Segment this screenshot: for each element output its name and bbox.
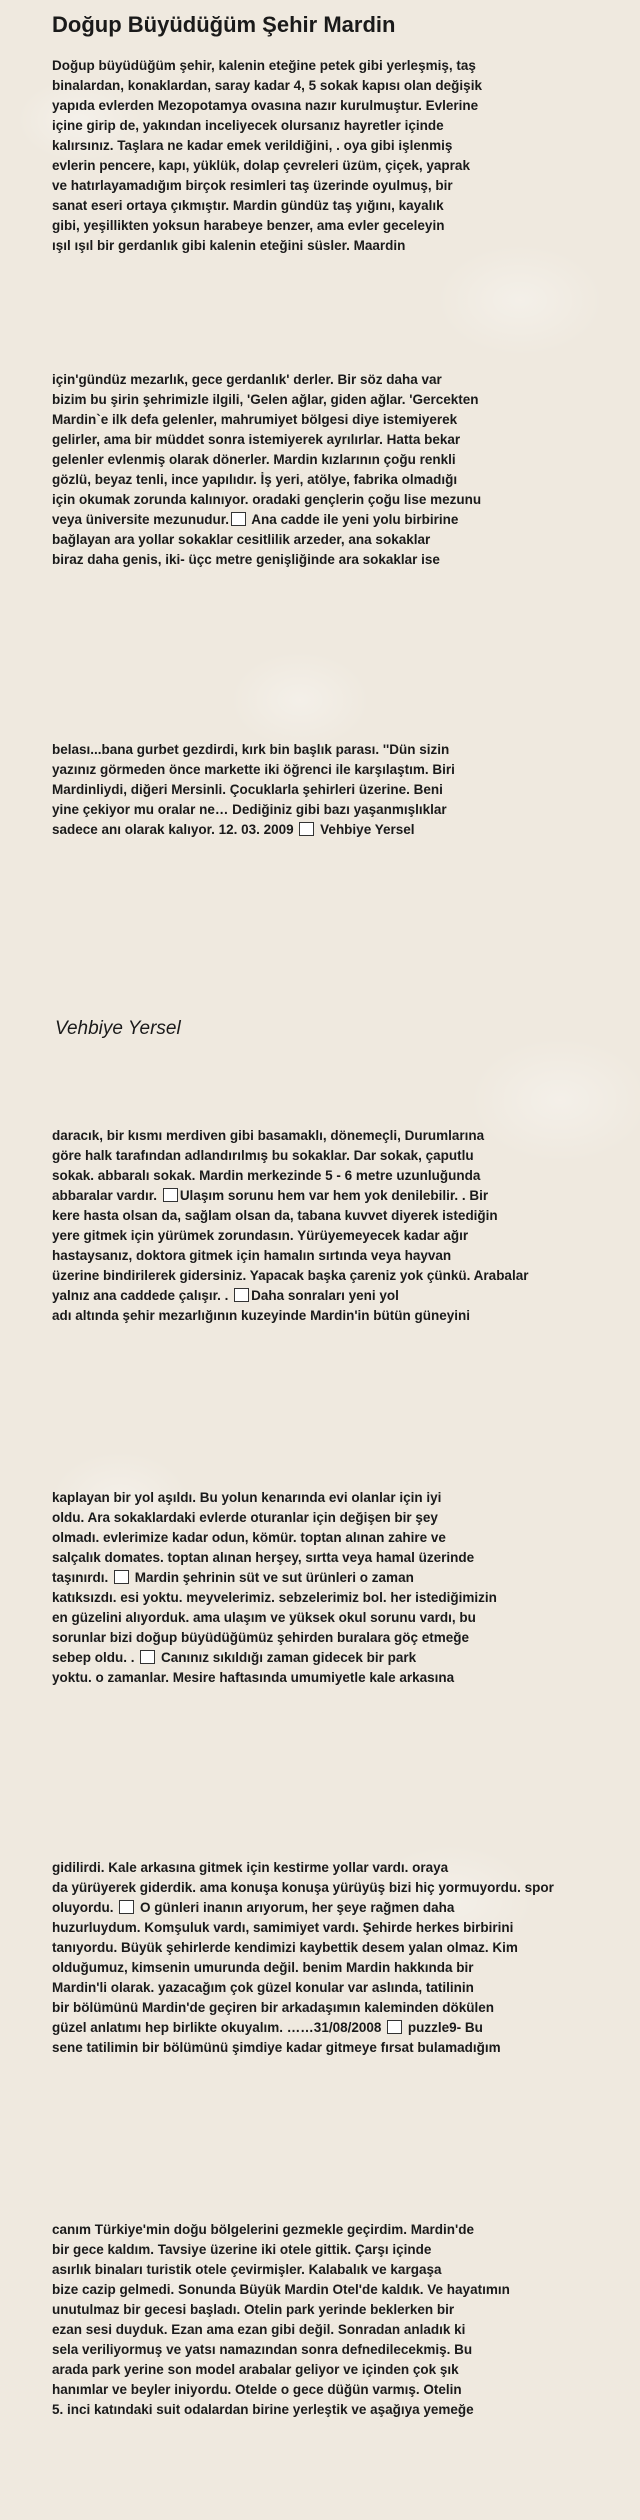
text-line: üzerine bindirilerek gidersiniz. Yapacak başka çareniz yok çünkü. Arabalar [52, 1268, 529, 1283]
text-line: hanımlar ve beyler iniyordu. Otelde o gece düğün varmış. Otelin [52, 2382, 462, 2397]
missing-glyph-icon [231, 512, 246, 526]
text-line: oluyordu. O günleri inanın arıyorum, her şeye rağmen daha [52, 1900, 455, 1915]
text-line: Mardin`e ilk defa gelenler, mahrumiyet bölgesi diye istemiyerek [52, 412, 458, 427]
text-line: asırlık binaları turistik otele çevirmişler. Kalabalık ve kargaşa [52, 2262, 442, 2277]
text-block [52, 1858, 630, 2058]
text-line: yalnız ana caddede çalışır. . Daha sonraları yeni yol [52, 1288, 399, 1303]
text-line: gidilirdi. Kale arkasına gitmek için kestirme yollar vardı. oraya [52, 1860, 449, 1875]
text-line: huzurluydum. Komşuluk vardı, samimiyet vardı. Şehirde herkes birbirini [52, 1920, 514, 1935]
text-line: gelenler evlenmiş olarak dönerler. Mardin kızlarının çoğu renkli [52, 452, 456, 467]
text-line: yoktu. o zamanlar. Mesire haftasında umumiyetle kale arkasına [52, 1670, 455, 1685]
missing-glyph-icon [114, 1570, 129, 1584]
text-line: taşınırdı. Mardin şehrinin süt ve sut ürünleri o zaman [52, 1570, 414, 1585]
text-line: yine çekiyor mu oralar ne… Dediğiniz gibi bazı yaşanmışlıklar [52, 802, 447, 817]
text-block [52, 740, 630, 840]
text-line: kaplayan bir yol aşıldı. Bu yolun kenarında evi olanlar için iyi [52, 1490, 442, 1505]
text-line: bize cazip gelmedi. Sonunda Büyük Mardin Otel'de kaldık. Ve hayatımın [52, 2282, 510, 2297]
text-line: sadece anı olarak kalıyor. 12. 03. 2009 Vehbiye Yersel [52, 822, 415, 837]
text-line: için okumak zorunda kalınıyor. oradaki gençlerin çoğu lise mezunu [52, 492, 482, 507]
text-line: Mardinliydi, diğeri Mersinli. Çocuklarla şehirleri üzerine. Beni [52, 782, 443, 797]
text-line: sene tatilimin bir bölümünü şimdiye kadar gitmeye fırsat bulamadığım [52, 2040, 501, 2055]
text-line: katıksızdı. esi yoktu. meyvelerimiz. sebzelerimiz bol. her istediğimizin [52, 1590, 497, 1605]
text-line: yere gitmek için yürümek zorundasın. Yürüyemeyecek kadar ağır [52, 1228, 469, 1243]
text-line: göre halk tarafından adlandırılmış bu sokaklar. Dar sokak, çaputlu [52, 1148, 474, 1163]
text-line: ve hatırlayamadığım birçok resimleri taş üzerinde oyulmuş, bir [52, 178, 453, 193]
missing-glyph-icon [299, 822, 314, 836]
text-line: ışıl ışıl bir gerdanlık gibi kalenin eteğini süsler. Maardin [52, 238, 406, 253]
missing-glyph-icon [140, 1650, 155, 1664]
text-line: evlerin pencere, kapı, yüklük, dolap çevreleri üzüm, çiçek, yaprak [52, 158, 470, 173]
missing-glyph-icon [119, 1900, 134, 1914]
text-line: oldu. Ara sokaklardaki evlerde oturanlar için değişen bir şey [52, 1510, 438, 1525]
text-line: için'gündüz mezarlık, gece gerdanlık' derler. Bir söz daha var [52, 372, 442, 387]
text-line: 5. inci katındaki suit odalardan birine yerleştik ve aşağıya yemeğe [52, 2402, 474, 2417]
text-line: içine girip de, yakından inceliyecek olursanız hayretler içinde [52, 118, 444, 133]
text-line: olduğumuz, kimsenin umurunda değil. benim Mardin hakkında bir [52, 1960, 474, 1975]
page-title: Doğup Büyüdüğüm Şehir Mardin [52, 12, 396, 37]
text-line: sanat eseri ortaya çıkmıştır. Mardin gündüz taş yığını, kayalık [52, 198, 444, 213]
text-line: yazınız görmeden önce markette iki öğrenci ile karşılaştım. Biri [52, 762, 455, 777]
text-line: abbaralar vardır. Ulaşım sorunu hem var hem yok denilebilir. . Bir [52, 1188, 489, 1203]
missing-glyph-icon [163, 1188, 178, 1202]
text-line: bizim bu şirin şehrimizle ilgili, 'Gelen ağlar, giden ağlar. 'Gercekten [52, 392, 479, 407]
text-line: ezan sesi duyduk. Ezan ama ezan gibi değil. Sonradan anladık ki [52, 2322, 466, 2337]
text-line: da yürüyerek giderdik. ama konuşa konuşa yürüyüş bizi hiç yormuyordu. spor [52, 1880, 554, 1895]
text-line: olmadı. evlerimize kadar odun, kömür. toptan alınan zahire ve [52, 1530, 446, 1545]
text-line: hastaysanız, doktora gitmek için hamalın sırtında veya hayvan [52, 1248, 452, 1263]
author-name: Vehbiye Yersel [55, 1018, 181, 1039]
text-line: binalardan, konaklardan, saray kadar 4, 5 sokak kapısı olan değişik [52, 78, 482, 93]
text-line: kalırsınız. Taşlara ne kadar emek verildiğini, . oya gibi işlenmiş [52, 138, 453, 153]
text-line: kere hasta olsan da, sağlam olsan da, tabana kuvvet diyerek istediğin [52, 1208, 498, 1223]
text-line: unutulmaz bir gecesi başladı. Otelin park yerinde beklerken bir [52, 2302, 455, 2317]
text-line: tanıyordu. Büyük şehirlerde kendimizi kaybettik desem yalan olmaz. Kim [52, 1940, 518, 1955]
text-line: gözlü, beyaz tenli, ince yapılıdır. İş yeri, atölye, fabrika olmadığı [52, 472, 458, 487]
text-line: veya üniversite mezunudur. Ana cadde ile yeni yolu birbirine [52, 512, 459, 527]
text-line: belası...bana gurbet gezdirdi, kırk bin başlık parası. ''Dün sizin [52, 742, 450, 757]
text-line: yapıda evlerden Mezopotamya ovasına nazır kurulmuştur. Evlerine [52, 98, 479, 113]
text-line: sebep oldu. . Canınız sıkıldığı zaman gidecek bir park [52, 1650, 417, 1665]
text-line: sorunlar bizi doğup büyüdüğümüz şehirden buralara göç etmeğe [52, 1630, 470, 1645]
text-line: arada park yerine son model arabalar geliyor ve içinden çok şık [52, 2362, 459, 2377]
text-line: Mardin'li olarak. yazacağım çok güzel konular var aslında, tatilinin [52, 1980, 474, 1995]
text-line: canım Türkiye'min doğu bölgelerini gezmekle geçirdim. Mardin'de [52, 2222, 475, 2237]
text-line: güzel anlatımı hep birlikte okuyalım. ……31/08/2008 puzzle9- Bu [52, 2020, 483, 2035]
text-block [52, 1488, 630, 1688]
text-block [52, 2220, 630, 2420]
text-line: bir gece kaldım. Tavsiye üzerine iki otele gittik. Çarşı içinde [52, 2242, 432, 2257]
text-line: daracık, bir kısmı merdiven gibi basamaklı, dönemeçli, Durumlarına [52, 1128, 485, 1143]
text-line: bağlayan ara yollar sokaklar cesitlilik arzeder, ana sokaklar [52, 532, 431, 547]
text-block [52, 1126, 630, 1326]
text-line: salçalık domates. toptan alınan herşey, sırtta veya hamal üzerinde [52, 1550, 475, 1565]
text-line: en güzelini alıyorduk. ama ulaşım ve yüksek okul sorunu vardı, bu [52, 1610, 476, 1625]
text-block [52, 370, 630, 570]
text-line: sela veriliyormuş ve yatsı namazından sonra defnedilecekmiş. Bu [52, 2342, 473, 2357]
missing-glyph-icon [234, 1288, 249, 1302]
text-line: adı altında şehir mezarlığının kuzeyinde Mardin'in bütün güneyini [52, 1308, 471, 1323]
text-line: biraz daha genis, iki- üçc metre genişliğinde ara sokaklar ise [52, 552, 440, 567]
text-line: gelirler, ama bir müddet sonra istemiyerek ayrılırlar. Hatta bekar [52, 432, 461, 447]
text-line: Doğup büyüdüğüm şehir, kalenin eteğine petek gibi yerleşmiş, taş [52, 58, 476, 73]
missing-glyph-icon [387, 2020, 402, 2034]
text-line: sokak. abbaralı sokak. Mardin merkezinde 5 - 6 metre uzunluğunda [52, 1168, 481, 1183]
text-line: bir bölümünü Mardin'de geçiren bir arkadaşımın kaleminden dökülen [52, 2000, 495, 2015]
text-block [52, 56, 630, 256]
text-line: gibi, yeşillikten yoksun harabeye benzer, ama evler geceleyin [52, 218, 445, 233]
